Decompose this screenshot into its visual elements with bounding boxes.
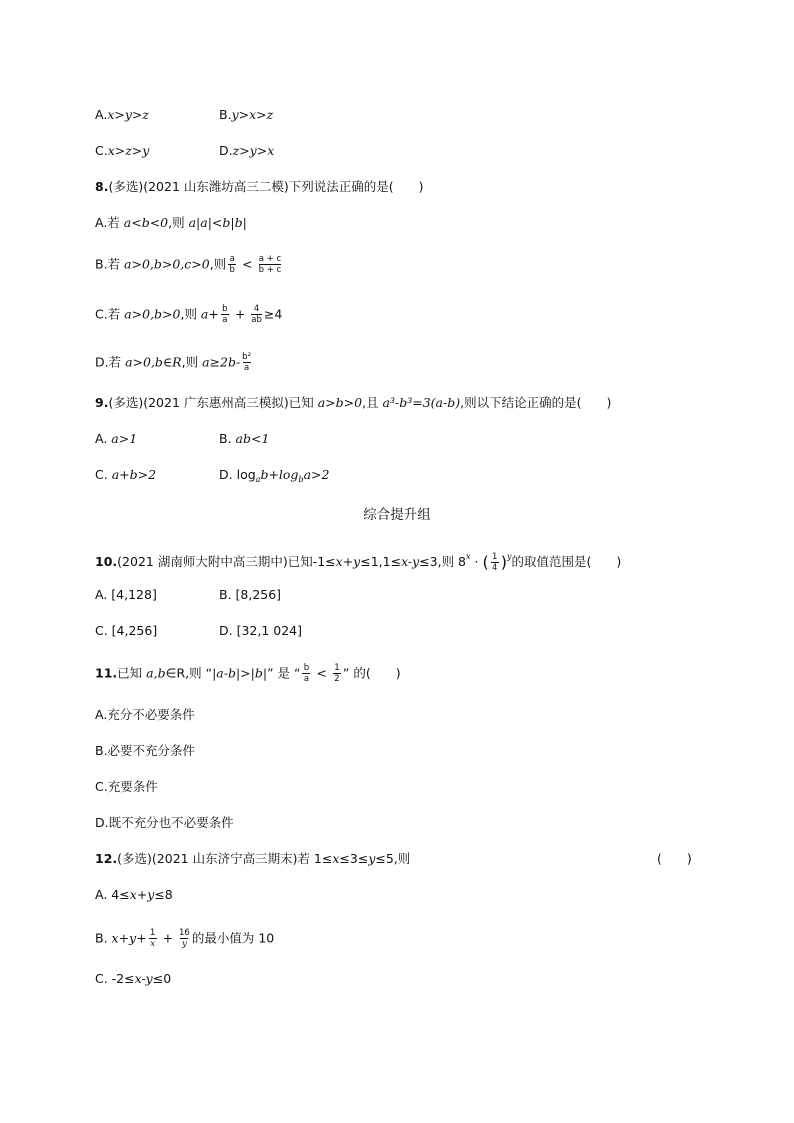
q7-option-b bbox=[219, 107, 273, 123]
operator: + bbox=[158, 930, 178, 946]
numerator: a bbox=[229, 254, 235, 264]
option-suffix: 的最小值为 10 bbox=[191, 930, 275, 946]
connector: ” 是 “ bbox=[267, 665, 301, 681]
q9-option-c bbox=[95, 467, 156, 483]
exponent: x bbox=[466, 552, 471, 561]
q12-option-a bbox=[95, 887, 173, 903]
expression: x-y bbox=[401, 554, 420, 569]
variables: a,b bbox=[146, 665, 166, 681]
fraction bbox=[259, 255, 282, 275]
option-prefix: B.若 bbox=[95, 256, 125, 272]
numerator: a + c bbox=[258, 254, 282, 264]
q7-option-a bbox=[95, 107, 149, 123]
question-number: 9. bbox=[95, 395, 109, 410]
question-stem: 已知 bbox=[117, 665, 147, 681]
log-base: a bbox=[255, 475, 261, 484]
section-title: 综合提升组 bbox=[363, 507, 431, 523]
condition: a>0,b∈R bbox=[125, 354, 182, 370]
fraction bbox=[302, 664, 310, 684]
condition: a<b<0 bbox=[123, 215, 169, 230]
option-prefix: C. -2≤ bbox=[95, 971, 135, 986]
q10-option-c: C. [4,256] bbox=[95, 623, 158, 638]
option-prefix: D.若 bbox=[95, 354, 126, 370]
q11-option-b: B.必要不充分条件 bbox=[95, 743, 196, 758]
denominator: x bbox=[150, 939, 155, 949]
denominator: b bbox=[229, 265, 235, 275]
option-suffix: ≤0 bbox=[152, 971, 172, 986]
fraction bbox=[149, 929, 157, 949]
q8-option-a bbox=[95, 215, 247, 231]
option-suffix: ≤8 bbox=[154, 887, 173, 902]
connector: ,则 bbox=[180, 306, 201, 322]
option-text: x>z>y bbox=[107, 143, 150, 158]
q9-option-d bbox=[219, 467, 329, 488]
question-number: 11. bbox=[95, 665, 118, 681]
numerator: 1 bbox=[149, 928, 156, 938]
option-prefix: C.若 bbox=[95, 306, 125, 322]
question-stem: (多选)(2021 山东潍坊高三二模)下列说法正确的是( ) bbox=[108, 179, 424, 194]
fraction bbox=[333, 664, 341, 684]
log-base: b bbox=[298, 475, 304, 484]
connector: ,则 bbox=[209, 256, 227, 272]
option-text: y>x>z bbox=[231, 107, 274, 122]
condition: a>0,b>0 bbox=[124, 306, 181, 322]
option-label: C. bbox=[95, 143, 108, 158]
numerator: 1 bbox=[491, 551, 498, 562]
numerator: b² bbox=[242, 352, 251, 362]
expression: x+y bbox=[335, 554, 361, 569]
q10-stem bbox=[95, 549, 621, 573]
operator: + bbox=[230, 306, 250, 322]
conclusion: a≥2b- bbox=[202, 354, 241, 370]
fraction bbox=[242, 353, 251, 373]
option-prefix: A.若 bbox=[95, 215, 124, 230]
q12-option-c bbox=[95, 971, 171, 987]
denominator: 4 bbox=[491, 562, 498, 573]
q7-option-c bbox=[95, 143, 149, 159]
q10-option-b: B. [8,256] bbox=[219, 587, 282, 602]
denominator: ab bbox=[251, 315, 262, 325]
q9-option-a bbox=[95, 431, 137, 447]
option-label: B. bbox=[219, 107, 232, 122]
connector: ∈R,则 “ bbox=[165, 665, 213, 681]
q10-option-a: A. [4,128] bbox=[95, 587, 157, 602]
option-text: a>2 bbox=[303, 467, 330, 482]
operator: · bbox=[470, 554, 483, 569]
option-prefix: A. 4≤ bbox=[95, 887, 130, 902]
conclusion: ≥4 bbox=[263, 306, 283, 322]
q10-option-d: D. [32,1 024] bbox=[219, 623, 302, 638]
q8-stem bbox=[95, 179, 424, 195]
denominator: a bbox=[243, 363, 250, 373]
numerator: b bbox=[222, 304, 228, 314]
fraction bbox=[251, 305, 262, 325]
connector: ,且 bbox=[362, 395, 383, 410]
fraction bbox=[221, 305, 229, 325]
expression: x+y+ bbox=[111, 930, 147, 946]
q9-option-b bbox=[219, 431, 269, 447]
numerator: 16 bbox=[179, 928, 190, 938]
q11-stem bbox=[95, 664, 401, 684]
option-text: ab<1 bbox=[235, 431, 270, 446]
numerator: 4 bbox=[253, 304, 260, 314]
connector: ≤3,则 8 bbox=[419, 554, 467, 569]
exponent: y bbox=[506, 552, 512, 561]
log-text: b+log bbox=[260, 467, 299, 482]
q8-option-c bbox=[95, 305, 282, 325]
fraction bbox=[491, 553, 499, 573]
denominator: a bbox=[222, 315, 228, 325]
q12-stem bbox=[95, 851, 410, 867]
question-stem: (多选)(2021 山东济宁高三期末)若 1≤ bbox=[117, 851, 333, 866]
connector: ≤1,1≤ bbox=[360, 554, 402, 569]
q9-stem bbox=[95, 395, 611, 411]
question-stem-end: ,则以下结论正确的是( ) bbox=[460, 395, 612, 410]
q7-option-d bbox=[219, 143, 274, 159]
variable: y bbox=[368, 851, 376, 866]
denominator: y bbox=[182, 939, 187, 949]
option-label: A. bbox=[95, 431, 108, 446]
option-label: C. bbox=[95, 467, 108, 482]
variable: x bbox=[332, 851, 340, 866]
question-stem: (2021 湖南师大附中高三期中)已知-1≤ bbox=[117, 554, 336, 569]
denominator: b + c bbox=[258, 265, 282, 275]
q8-option-b bbox=[95, 255, 283, 275]
denominator: 2 bbox=[334, 674, 340, 684]
question-stem: (多选)(2021 广东惠州高三模拟)已知 bbox=[108, 395, 318, 410]
numerator: b bbox=[303, 663, 310, 673]
option-label: D. bbox=[219, 143, 233, 158]
answer-bracket: ( ) bbox=[657, 851, 692, 866]
fraction bbox=[179, 929, 190, 949]
expression: x+y bbox=[129, 887, 155, 902]
option-label: B. bbox=[219, 431, 232, 446]
term: a+ bbox=[200, 306, 219, 322]
fraction bbox=[228, 255, 236, 275]
q11-option-c: C.充要条件 bbox=[95, 779, 158, 794]
question-number: 8. bbox=[95, 179, 109, 194]
expression: x-y bbox=[134, 971, 153, 986]
q11-option-a: A.充分不必要条件 bbox=[95, 707, 195, 722]
condition: a>0,b>0,c>0 bbox=[124, 256, 210, 272]
option-prefix: B. bbox=[95, 930, 112, 946]
question-stem-end: ” 的( ) bbox=[342, 665, 401, 681]
question-stem-end: ≤5,则 bbox=[375, 851, 411, 866]
connector: ≤3≤ bbox=[339, 851, 369, 866]
condition: a>b>0 bbox=[317, 395, 363, 410]
connector: ,则 bbox=[181, 354, 203, 370]
right-paren: ) bbox=[500, 552, 507, 572]
question-number: 10. bbox=[95, 554, 118, 569]
option-text: a+b>2 bbox=[111, 467, 157, 482]
option-text: z>y>x bbox=[232, 143, 275, 158]
log-text: log bbox=[236, 467, 256, 482]
question-stem-end: 的取值范围是( ) bbox=[511, 554, 622, 569]
equation: a³-b³=3(a-b) bbox=[382, 395, 461, 410]
q11-option-d: D.既不充分也不必要条件 bbox=[95, 815, 234, 830]
denominator: a bbox=[303, 674, 310, 684]
option-text: a>1 bbox=[111, 431, 138, 446]
operator: < bbox=[312, 665, 331, 681]
operator: < bbox=[238, 256, 257, 272]
left-paren: ( bbox=[482, 552, 489, 572]
connector: ,则 bbox=[168, 215, 189, 230]
condition: |a-b|>|b| bbox=[212, 665, 268, 681]
conclusion: a|a|<b|b| bbox=[188, 215, 247, 230]
q8-option-d bbox=[95, 353, 253, 373]
numerator: 1 bbox=[334, 663, 340, 673]
q12-option-b bbox=[95, 929, 274, 949]
question-number: 12. bbox=[95, 851, 118, 866]
option-label: A. bbox=[95, 107, 108, 122]
option-text: x>y>z bbox=[107, 107, 149, 122]
option-label: D. bbox=[219, 467, 233, 482]
